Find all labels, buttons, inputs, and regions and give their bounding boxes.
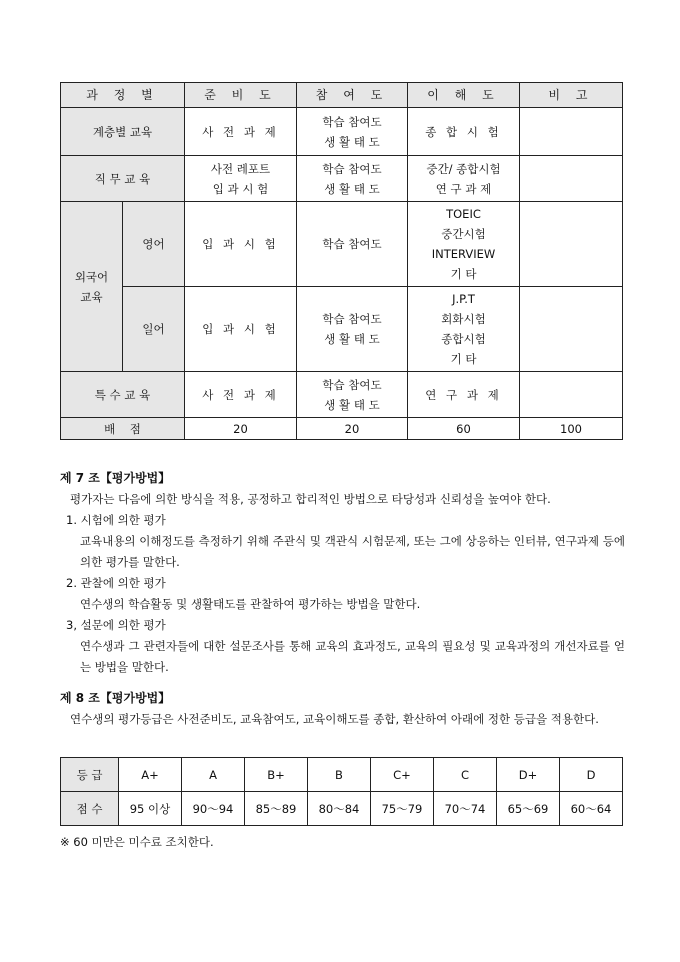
cell-understanding-points: 60 (408, 418, 520, 440)
score-cell: 80～84 (308, 792, 371, 826)
cell-prep-points: 20 (185, 418, 297, 440)
cell-participation-points: 20 (297, 418, 408, 440)
cell-remarks (520, 372, 623, 418)
article-7-title: 제 7 조【평가방법】 (60, 471, 171, 485)
header-course: 과 정 별 (61, 83, 185, 108)
grade-cell: A (182, 758, 245, 792)
article-8 (60, 688, 625, 730)
cell-total-points: 100 (520, 418, 623, 440)
table-row (61, 202, 623, 287)
row-label-job: 직 무 교 육 (61, 156, 185, 202)
header-participation: 참 여 도 (297, 83, 408, 108)
cell-prep: 사 전 과 제 (185, 372, 297, 418)
cell-participation: 학습 참여도 생 활 태 도 (297, 372, 408, 418)
score-label: 점 수 (61, 792, 119, 826)
article-7-item-1-body: 교육내용의 이해정도를 측정하기 위해 주관식 및 객관식 시험문제, 또는 그에 상응하는 인터뷰, 연구과제 등에 의한 평가를 말한다. (80, 534, 625, 569)
table-row (61, 108, 623, 156)
grade-label: 등 급 (61, 758, 119, 792)
header-remarks: 비 고 (520, 83, 623, 108)
cell-prep: 사전 레포트 입 과 시 험 (185, 156, 297, 202)
score-row (61, 792, 623, 826)
table-row (61, 156, 623, 202)
score-cell: 85～89 (245, 792, 308, 826)
score-cell: 70～74 (434, 792, 497, 826)
score-cell: 60～64 (560, 792, 623, 826)
article-7-item-3-body: 연수생과 그 관련자들에 대한 설문조사를 통해 교육의 효과정도, 교육의 필요성 및 교육과정의 개선자료를 얻는 방법을 말한다. (80, 639, 625, 674)
article-7-item-2-heading: 2. 관찰에 의한 평가 (66, 576, 166, 590)
grade-cell: B (308, 758, 371, 792)
cell-understanding: 연 구 과 제 (408, 372, 520, 418)
table-header-row (61, 83, 623, 108)
cell-understanding: J.P.T 회화시험 종합시험 기 타 (408, 287, 520, 372)
evaluation-criteria-table (60, 82, 623, 440)
article-7-item-2-body: 연수생의 학습활동 및 생활태도를 관찰하여 평가하는 방법을 말한다. (80, 597, 421, 611)
cell-understanding: 종 합 시 험 (408, 108, 520, 156)
grade-cell: D+ (497, 758, 560, 792)
grade-cell: B+ (245, 758, 308, 792)
score-cell: 65～69 (497, 792, 560, 826)
article-8-title: 제 8 조【평가방법】 (60, 691, 171, 705)
grade-cell: A+ (119, 758, 182, 792)
cell-participation: 학습 참여도 생 활 태 도 (297, 287, 408, 372)
grade-table (60, 757, 623, 826)
article-7 (60, 468, 625, 678)
cell-remarks (520, 108, 623, 156)
cell-prep: 입 과 시 험 (185, 202, 297, 287)
score-cell: 90～94 (182, 792, 245, 826)
cell-participation: 학습 참여도 생 활 태 도 (297, 108, 408, 156)
cell-remarks (520, 156, 623, 202)
cell-remarks (520, 202, 623, 287)
grade-row (61, 758, 623, 792)
cell-prep: 입 과 시 험 (185, 287, 297, 372)
row-label-japanese: 일어 (123, 287, 185, 372)
row-label-foreign: 외국어 교육 (61, 202, 123, 372)
cell-understanding: TOEIC 중간시험 INTERVIEW 기 타 (408, 202, 520, 287)
cell-prep: 사 전 과 제 (185, 108, 297, 156)
article-7-item-3-heading: 3, 설문에 의한 평가 (66, 618, 166, 632)
grade-cell: C+ (371, 758, 434, 792)
grade-cell: C (434, 758, 497, 792)
cell-understanding: 중간/ 종합시험 연 구 과 제 (408, 156, 520, 202)
table-row (61, 372, 623, 418)
footnote: ※ 60 미만은 미수료 조치한다. (60, 835, 214, 849)
score-cell: 95 이상 (119, 792, 182, 826)
cell-participation: 학습 참여도 (297, 202, 408, 287)
article-7-item-1-heading: 1. 시험에 의한 평가 (66, 513, 166, 527)
row-label-english: 영어 (123, 202, 185, 287)
header-understanding: 이 해 도 (408, 83, 520, 108)
score-cell: 75～79 (371, 792, 434, 826)
row-label-points: 배 점 (61, 418, 185, 440)
table-row (61, 287, 623, 372)
row-label-tiered: 계층별 교육 (61, 108, 185, 156)
row-label-special: 특 수 교 육 (61, 372, 185, 418)
table-row (61, 418, 623, 440)
article-7-intro: 평가자는 다음에 의한 방식을 적용, 공정하고 합리적인 방법으로 타당성과 신뢰성을 높여야 한다. (70, 492, 551, 506)
article-8-intro: 연수생의 평가등급은 사전준비도, 교육참여도, 교육이해도를 종합, 환산하여 아래에 정한 등급을 적용한다. (70, 712, 599, 726)
grade-cell: D (560, 758, 623, 792)
cell-remarks (520, 287, 623, 372)
header-preparation: 준 비 도 (185, 83, 297, 108)
cell-participation: 학습 참여도 생 활 태 도 (297, 156, 408, 202)
